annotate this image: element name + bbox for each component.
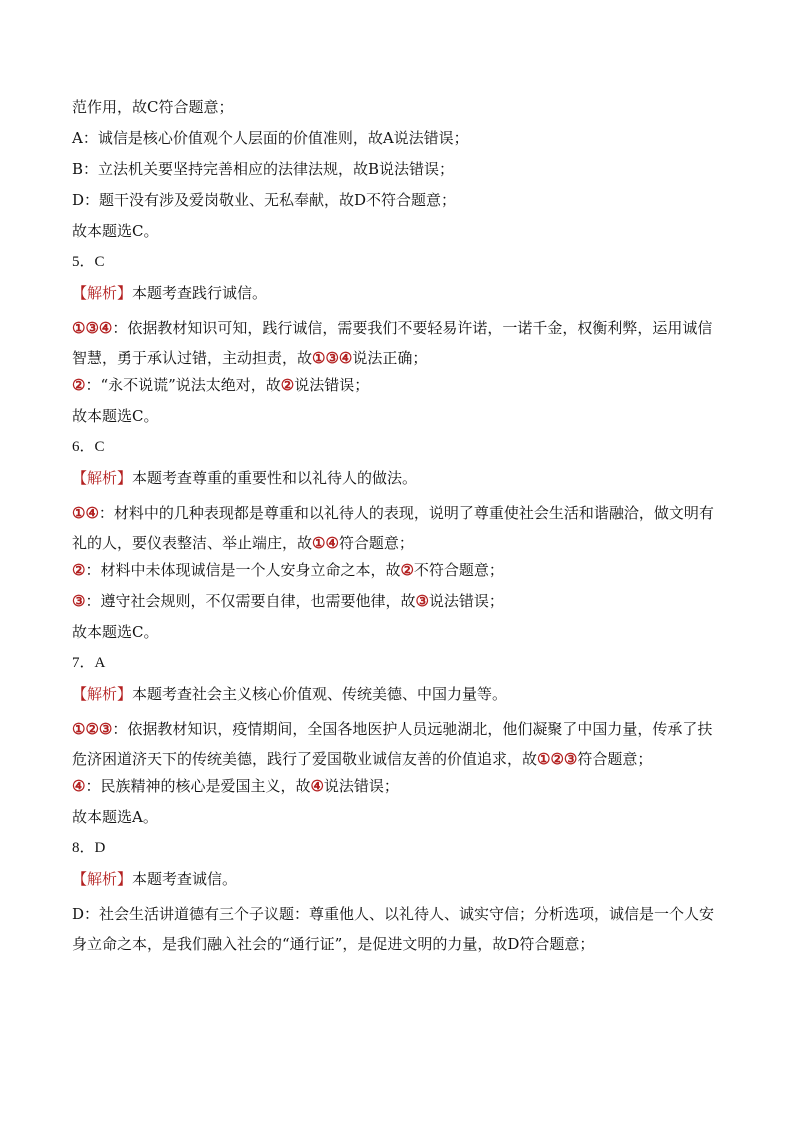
option-label: ④ xyxy=(310,777,324,795)
text-line: 范作用，故C符合题意； xyxy=(72,98,234,116)
option-label: ①③④ xyxy=(72,319,113,337)
option-text: 说法错误； xyxy=(323,777,399,795)
option-label: ①②③ xyxy=(537,750,578,768)
answer-line: 故本题选C。 xyxy=(72,407,159,425)
option-text: ：材料中未体现诚信是一个人安身立命之本，故 xyxy=(85,561,401,579)
option-label: ①③④ xyxy=(312,349,353,367)
option-label: ② xyxy=(400,561,414,579)
option-label: ② xyxy=(280,376,295,394)
analysis-tag: 【解析】 xyxy=(72,284,133,302)
option-text: ：依据教材知识，疫情期间，全国各地医护人员远驰湖北，他们凝聚了中国力量，传承了扶危济困道济天下的传统美德，践行了爱国敬业诚信友善的价值追求，故 xyxy=(72,720,713,768)
option-label: ② xyxy=(72,561,86,579)
option-text: ：材料中的几种表现都是尊重和以礼待人的表现，说明了尊重使社会生活和谐融洽，做文明有礼的人，要仪表整洁、举止端庄，故 xyxy=(72,504,714,552)
option-text: 说法正确； xyxy=(352,349,428,367)
question-number: 6．C xyxy=(72,439,105,455)
analysis-line xyxy=(72,282,724,304)
analysis-line xyxy=(72,590,724,612)
option-label: ③ xyxy=(415,592,429,610)
analysis-paragraph xyxy=(72,313,724,373)
question-number: 8．D xyxy=(72,840,106,856)
option-text: 不符合题意； xyxy=(413,561,504,579)
analysis-intro: 本题考查尊重的重要性和以礼待人的做法。 xyxy=(132,469,418,487)
option-text: ：遵守社会规则，不仅需要自律，也需要他律，故 xyxy=(85,592,416,610)
option-text: 说法错误； xyxy=(294,376,370,394)
option-label: ④ xyxy=(72,777,86,795)
analysis-intro: 本题考查践行诚信。 xyxy=(132,284,268,302)
analysis-paragraph xyxy=(72,714,724,774)
option-label: ③ xyxy=(72,592,86,610)
text-line: 故本题选C。 xyxy=(72,222,159,240)
analysis-tag: 【解析】 xyxy=(72,469,133,487)
answer-line: 故本题选C。 xyxy=(72,623,159,641)
analysis-line xyxy=(72,775,724,797)
option-text: ：民族精神的核心是爱国主义，故 xyxy=(85,777,311,795)
analysis-line xyxy=(72,559,724,581)
option-label: ①④ xyxy=(72,504,99,522)
option-text: ：“永不说谎”说法太绝对，故 xyxy=(85,376,281,394)
text-line: B：立法机关要坚持完善相应的法律法规，故B说法错误； xyxy=(72,160,455,178)
text-line: A：诚信是核心价值观个人层面的价值准则，故A说法错误； xyxy=(72,129,469,147)
option-text: 符合题意； xyxy=(577,750,653,768)
analysis-line xyxy=(72,374,724,396)
option-label: ①②③ xyxy=(72,720,113,738)
question-number: 5．C xyxy=(72,254,105,270)
question-number: 7．A xyxy=(72,655,106,671)
analysis-line xyxy=(72,683,724,705)
analysis-paragraph: D：社会生活讲道德有三个子议题：尊重他人、以礼待人、诚实守信；分析选项，诚信是一个人安身立命之本，是我们融入社会的“通行证”，是促进文明的力量，故D符合题意； xyxy=(72,905,715,953)
analysis-line xyxy=(72,467,724,489)
analysis-line xyxy=(72,868,724,890)
option-text: 说法错误； xyxy=(428,592,504,610)
analysis-paragraph xyxy=(72,498,724,558)
option-label: ② xyxy=(72,376,86,394)
option-text: 符合题意； xyxy=(338,534,414,552)
analysis-intro: 本题考查诚信。 xyxy=(132,870,238,888)
option-text: ：依据教材知识可知，践行诚信，需要我们不要轻易许诺，一诺千金，权衡利弊，运用诚信智慧，勇于承认过错，主动担责，故 xyxy=(72,319,713,367)
analysis-intro: 本题考查社会主义核心价值观、传统美德、中国力量等。 xyxy=(132,685,508,703)
document-page xyxy=(72,96,724,960)
analysis-tag: 【解析】 xyxy=(72,685,133,703)
analysis-tag: 【解析】 xyxy=(72,870,133,888)
text-line: D：题干没有涉及爱岗敬业、无私奉献，故D不符合题意； xyxy=(72,191,457,209)
answer-line: 故本题选A。 xyxy=(72,808,158,826)
option-label: ①④ xyxy=(312,534,339,552)
